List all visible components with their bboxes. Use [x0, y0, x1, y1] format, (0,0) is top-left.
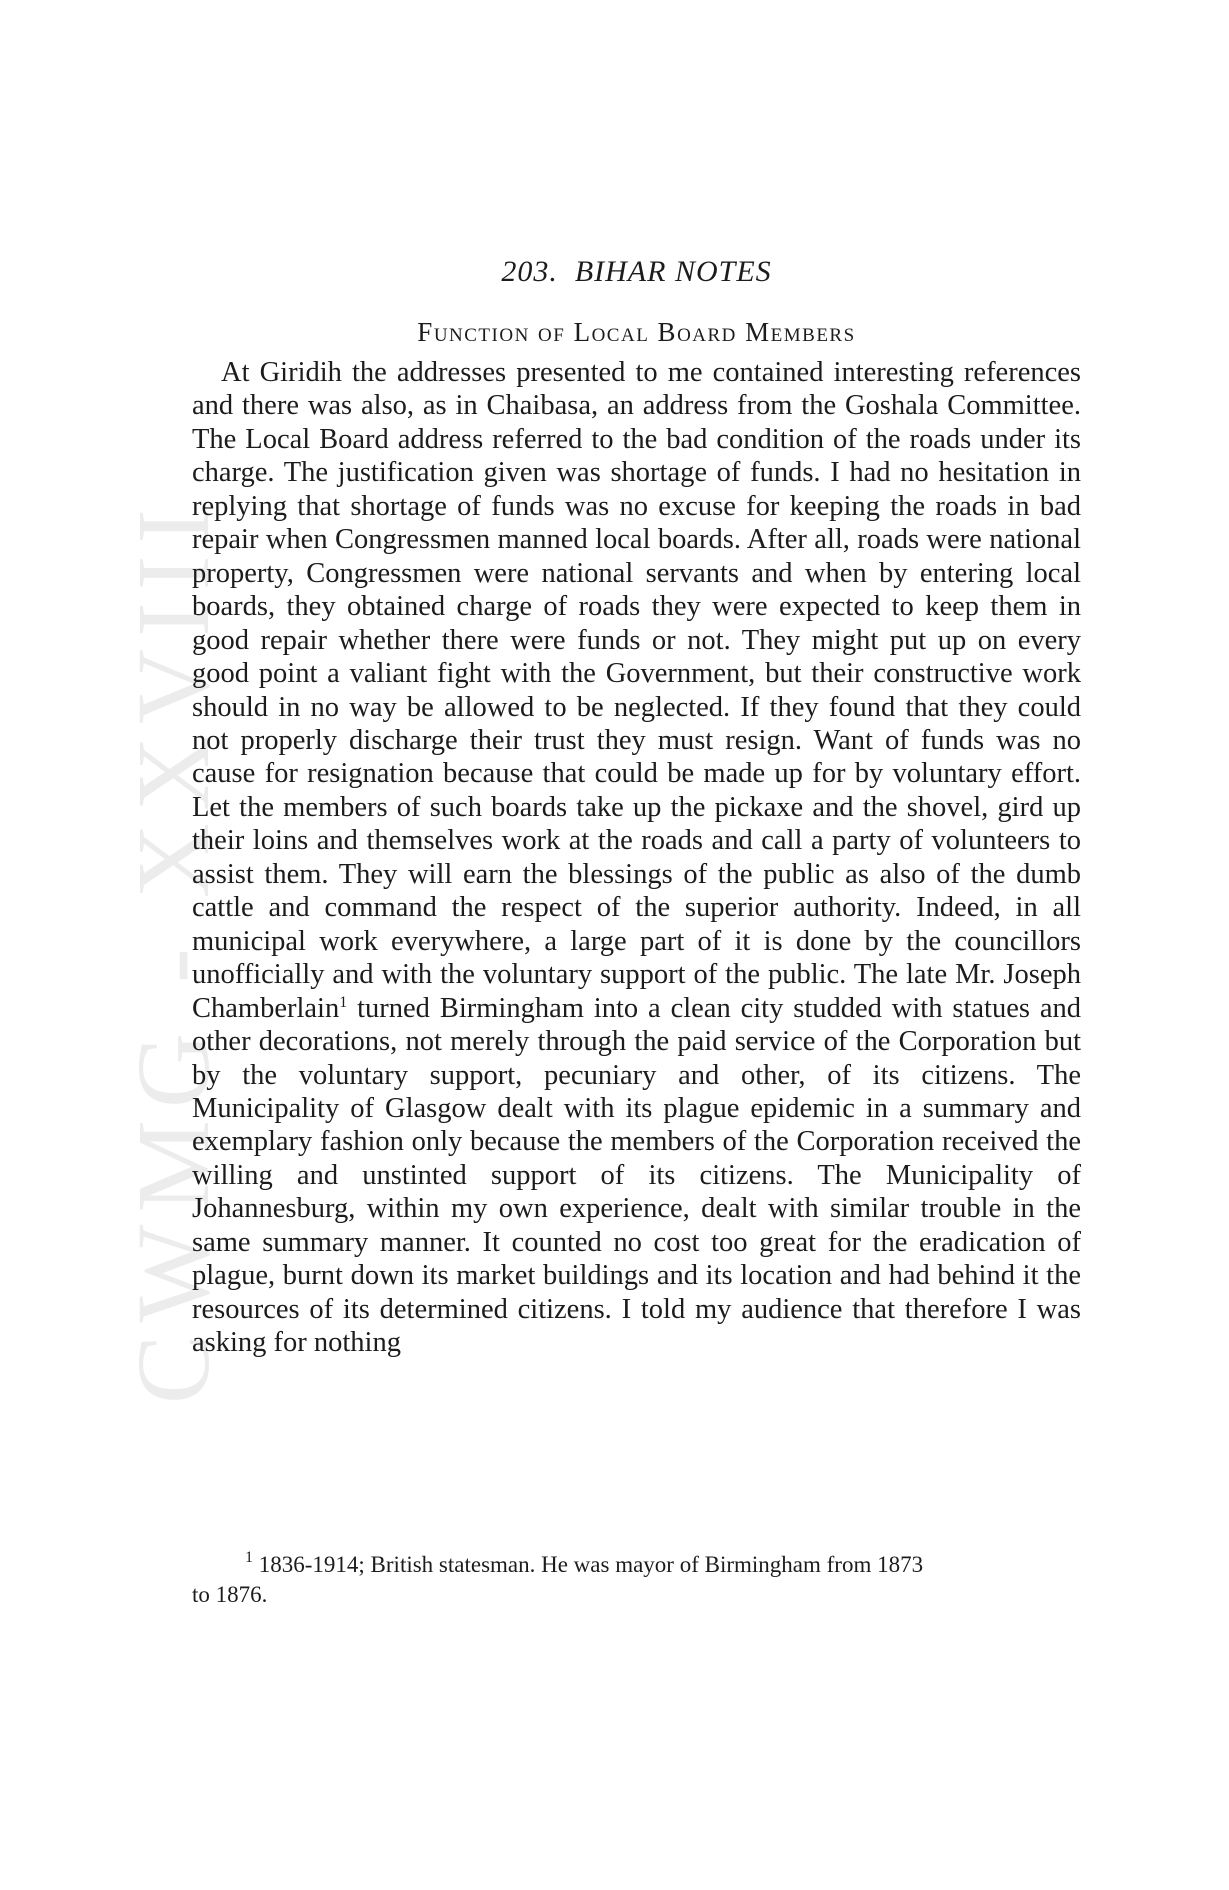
footnote-text: 1836-1914; British statesman. He was mayor of Birmingham from 1873 [253, 1552, 924, 1577]
footnote-marker: 1 [245, 1549, 253, 1566]
footnote-reference[interactable]: 1 [339, 993, 348, 1011]
article-number: 203. [501, 255, 558, 288]
article-body [192, 356, 1081, 1360]
footnote [192, 1549, 1081, 1610]
article-heading [192, 250, 1081, 294]
footnote-text-continued: to 1876. [192, 1582, 268, 1607]
body-text-part1: At Giridih the addresses presented to me contained interesting references and there was also, as in Chaibasa, an address from the Goshala Committee. The Local Board address referred to the bad condition of the roads under its charge. The justification given was shortage of funds. I had no hesitation in replying that shortage of funds was no excuse for keeping the roads in bad repair when Congressmen manned local boards. After all, roads were national property, Congressmen were national servants and when by entering local boards, they obtained charge of roads they were expected to keep them in good repair whether there were funds or not. They might put up on every good point a valiant fight with the Government, but their constructive work should in no way be allowed to be neglected. If they found that they could not properly discharge their trust they must resign. Want of funds was no cause for resignation because that could be made up for by voluntary effort. Let the members of such boards take up the pickaxe and the shovel, gird up their loins and themselves work at the roads and call a party of volunteers to assist them. They will earn the blessings of the public as also of the dumb cattle and command the respect of the superior authority. Indeed, in all municipal work everywhere, a large part of it is done by the councillors unofficially and with the voluntary support of the public. The late Mr. Joseph Chamberlain [192, 357, 1081, 1024]
body-text-part2: turned Birmingham into a clean city studded with statues and other decorations, not merely through the paid service of the Corporation but by the voluntary support, pecuniary and other, of its citizens. The Municipality of Glasgow dealt with its plague epidemic in a summary and exemplary fashion only because the members of the Corporation received the willing and unstinted support of its citizens. The Municipality of Johannesburg, within my own experience, dealt with similar trouble in the same summary manner. It counted no cost too great for the eradication of plague, burnt down its market buildings and its location and had behind it the resources of its determined citizens. I told my audience that therefore I was asking for nothing [192, 992, 1081, 1359]
article-subtitle: Function of Local Board Members [417, 317, 856, 347]
article [192, 250, 1081, 1388]
article-title: BIHAR NOTES [574, 255, 772, 288]
watermark-text: CWMG - XXVIII [115, 496, 231, 1404]
